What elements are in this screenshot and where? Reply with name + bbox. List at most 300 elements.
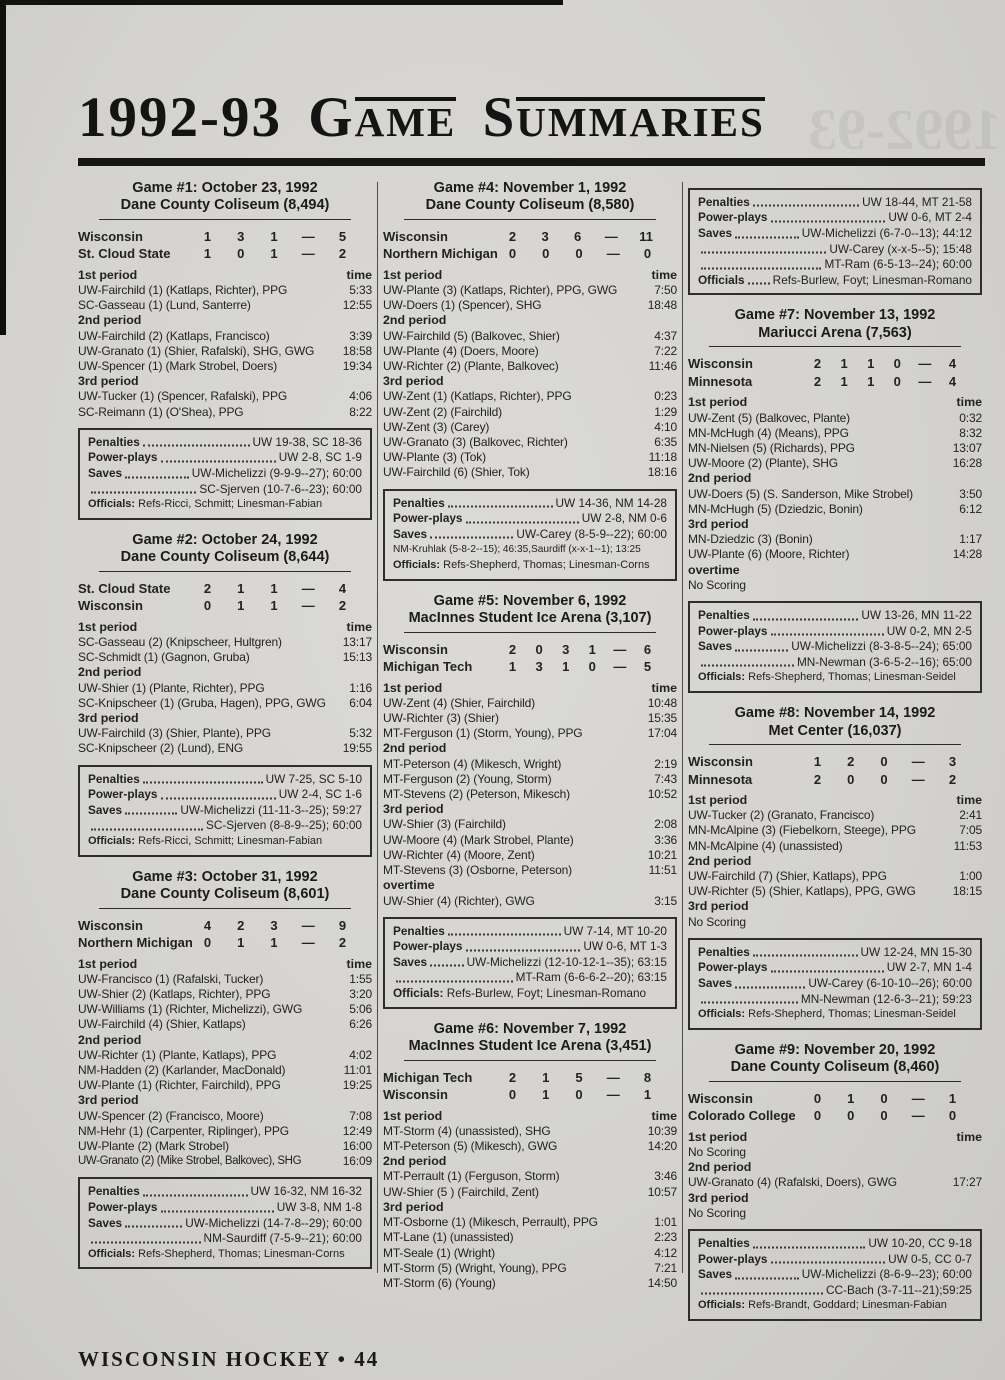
score-cell: 1	[588, 641, 596, 657]
goal-row	[383, 329, 677, 344]
period-name: 1st period	[78, 267, 138, 282]
period-name: 2nd period	[688, 1160, 752, 1175]
period-name: 2nd period	[78, 1032, 142, 1047]
goal-time: 16:28	[952, 456, 982, 471]
score-cell: 2	[508, 1069, 517, 1085]
goal-time: 1:01	[654, 1215, 677, 1230]
dotted-leader	[430, 537, 513, 539]
goal-desc: MN-McHugh (5) (Dziedzic, Bonin)	[688, 501, 863, 516]
time-column-label: time	[346, 619, 372, 634]
game-4	[383, 180, 677, 581]
team-name: Wisconsin	[383, 1087, 448, 1103]
goal-desc: MT-Perrault (1) (Ferguson, Storm)	[383, 1169, 560, 1184]
period-name: 3rd period	[383, 1199, 444, 1214]
game-header	[688, 307, 982, 347]
score-total: 4	[948, 356, 957, 372]
goal-row	[78, 405, 372, 420]
period-name: 3rd period	[383, 802, 444, 817]
goal-time: 15:35	[647, 711, 677, 726]
box-label: Power-plays	[698, 960, 768, 975]
dotted-leader	[735, 236, 799, 238]
linescore-cells	[812, 771, 958, 789]
box-row	[88, 435, 362, 451]
goal-time: 12:49	[342, 1123, 372, 1138]
goal-desc: MN-McHugh (4) (Means), PPG	[688, 425, 849, 440]
period-header	[688, 793, 982, 808]
score-cell: 2	[813, 373, 822, 389]
linescore-cells	[202, 580, 348, 598]
goal-row	[383, 435, 677, 450]
goal-desc: UW-Richter (4) (Moore, Zent)	[383, 847, 535, 862]
box-value: UW 0-5, CC 0-7	[888, 1251, 972, 1266]
box-row	[393, 542, 667, 558]
goal-time: 14:20	[647, 1139, 677, 1154]
team-name: St. Cloud State	[78, 580, 171, 596]
goal-row	[78, 741, 372, 756]
period-name: 1st period	[688, 395, 748, 410]
game-8	[688, 705, 982, 1030]
game-5	[383, 593, 677, 1009]
box-value: UW 0-6, MT 2-4	[888, 210, 972, 225]
box-value: UW 2-8, SC 1-9	[278, 450, 362, 465]
goal-desc: MT-Storm (5) (Wright, Young), PPG	[383, 1260, 567, 1275]
linescore-cells	[812, 373, 958, 391]
goal-row	[78, 359, 372, 374]
goal-desc: MT-Peterson (4) (Mikesch, Wright)	[383, 756, 562, 771]
team-name: Northern Michigan	[383, 246, 498, 262]
box-row	[698, 210, 972, 226]
team-name: Colorado College	[688, 1108, 796, 1124]
score-dash: —	[301, 917, 315, 933]
box-value: UW 16-32, NM 16-32	[250, 1184, 362, 1199]
box-label: Power-plays	[698, 623, 768, 638]
period-name: 1st period	[383, 680, 443, 695]
goal-time: 4:02	[349, 1047, 372, 1062]
score-cell: 2	[508, 228, 517, 244]
score-cell: 1	[508, 659, 517, 675]
goal-time: 11:53	[953, 838, 982, 853]
box-label: Saves	[88, 466, 123, 481]
linescore-row	[688, 1107, 982, 1125]
time-column-label: time	[651, 267, 677, 282]
goal-row	[383, 863, 677, 878]
box-row	[698, 960, 972, 976]
linescore-row	[78, 228, 372, 246]
box-row	[88, 772, 362, 788]
period-name: 2nd period	[383, 1154, 447, 1169]
team-name: Wisconsin	[688, 356, 753, 372]
score-dash: —	[911, 754, 925, 770]
linescore-row	[78, 597, 372, 615]
goal-row	[78, 635, 372, 650]
box-row	[698, 992, 972, 1008]
goal-desc: UW-Plante (3) (Tok)	[383, 450, 486, 465]
dotted-leader	[701, 1002, 798, 1004]
dotted-leader	[91, 1241, 201, 1243]
score-cell: 2	[237, 917, 245, 933]
scoring-list	[688, 395, 982, 593]
linescore	[383, 1069, 677, 1104]
dotted-leader	[125, 813, 177, 815]
goal-row	[383, 1246, 677, 1261]
goal-time: 14:28	[952, 547, 982, 562]
game-venue: Mariucci Arena (7,563)	[758, 324, 912, 341]
period-header	[78, 268, 372, 283]
goal-desc: UW-Granato (4) (Rafalski, Doers), GWG	[688, 1175, 897, 1190]
period-name: overtime	[383, 878, 435, 893]
goal-time: 3:36	[654, 832, 677, 847]
goal-desc: UW-Moore (2) (Plante), SHG	[688, 456, 838, 471]
goal-row	[383, 465, 677, 480]
goal-time: 16:00	[342, 1139, 372, 1154]
goal-row	[78, 681, 372, 696]
score-dash: —	[918, 373, 932, 389]
box-value: UW 13-26, MN 11-22	[861, 608, 972, 623]
period-name: 3rd period	[688, 1190, 749, 1205]
box-label: Power-plays	[88, 1200, 158, 1215]
score-total: 0	[643, 246, 652, 262]
goal-desc: SC-Schmidt (1) (Gagnon, Gruba)	[78, 650, 250, 665]
time-column-label: time	[346, 956, 372, 971]
team-name: Wisconsin	[688, 1090, 753, 1106]
linescore-row	[688, 753, 982, 771]
box-value: UW 10-20, CC 9-18	[868, 1236, 972, 1251]
score-cell: 1	[840, 356, 848, 372]
period-header	[383, 1200, 677, 1215]
score-cell: 1	[270, 228, 278, 244]
score-cell: 1	[270, 935, 278, 951]
box-label: Penalties	[698, 944, 750, 959]
goal-row	[78, 389, 372, 404]
score-dash: —	[606, 1087, 620, 1103]
goal-row	[78, 329, 372, 344]
goal-row	[383, 1230, 677, 1245]
game-venue: Dane County Coliseum (8,460)	[730, 1059, 940, 1076]
game-venue: MacInnes Student Ice Arena (3,107)	[408, 610, 652, 627]
period-name: 1st period	[383, 267, 443, 282]
box-row	[88, 1184, 362, 1200]
box-row	[698, 655, 972, 671]
title-summaries-rest: UMMARIES	[516, 97, 765, 142]
goal-time: 5:33	[349, 283, 372, 298]
game-title: Game #5: November 6, 1992	[433, 592, 627, 609]
goal-row	[688, 441, 982, 456]
goal-row	[688, 456, 982, 471]
score-cell: 2	[508, 641, 517, 657]
time-column-label: time	[956, 793, 982, 808]
goal-row	[383, 344, 677, 359]
goal-desc: UW-Tucker (1) (Spencer, Rafalski), PPG	[78, 389, 288, 404]
linescore-row	[383, 245, 677, 263]
score-cell: 3	[541, 228, 549, 244]
goal-time: 7:21	[654, 1260, 677, 1275]
team-name: Michigan Tech	[383, 1069, 473, 1085]
goal-time: 7:43	[654, 771, 677, 786]
score-cell: 0	[203, 598, 212, 614]
page-title	[78, 88, 985, 148]
goal-desc: MN-McAlpine (4) (unassisted)	[688, 838, 843, 853]
score-cell: 6	[574, 228, 582, 244]
linescore-row	[688, 373, 982, 391]
score-total: 9	[338, 917, 347, 933]
game-6-box	[688, 188, 982, 296]
goal-row	[688, 547, 982, 562]
game-title: Game #6: November 7, 1992	[433, 1020, 627, 1037]
dotted-leader	[753, 1246, 866, 1248]
box-row	[698, 1298, 972, 1314]
score-dash: —	[911, 1090, 925, 1106]
goal-time: 2:08	[654, 817, 677, 832]
goal-row	[383, 359, 677, 374]
box-label: Saves	[393, 526, 428, 541]
game-venue: Dane County Coliseum (8,644)	[120, 549, 330, 566]
score-dash: —	[606, 1069, 620, 1085]
goal-desc: No Scoring	[688, 1205, 746, 1220]
game-header	[383, 180, 677, 220]
game-9	[688, 1042, 982, 1321]
game-header	[383, 593, 677, 633]
box-value: UW 2-8, NM 0-6	[581, 511, 667, 526]
dotted-leader	[430, 965, 463, 967]
dotted-leader	[701, 252, 826, 254]
box-label: Officials:	[698, 1008, 746, 1021]
score-dash: —	[604, 228, 618, 244]
goal-row	[78, 1063, 372, 1078]
game-title: Game #4: November 1, 1992	[433, 179, 627, 196]
goal-time: 11:01	[343, 1063, 372, 1078]
goal-time: 19:25	[342, 1078, 372, 1093]
goal-row	[78, 344, 372, 359]
goal-row	[383, 1185, 677, 1200]
box-value: Refs-Shepherd, Thomas; Linesman-Seidel	[748, 1008, 956, 1021]
box-label: Officials:	[393, 559, 441, 572]
goal-desc: UW-Fairchild (5) (Balkovec, Shier)	[383, 328, 560, 343]
scoring-list	[688, 793, 982, 930]
goal-desc: SC-Reimann (1) (O'Shea), PPG	[78, 404, 244, 419]
box-row	[698, 273, 972, 289]
score-cell: 3	[270, 917, 278, 933]
game-header	[688, 1042, 982, 1082]
goal-row	[78, 650, 372, 665]
box-row	[698, 670, 972, 686]
period-header	[383, 268, 677, 283]
score-dash: —	[606, 246, 620, 262]
goal-time: 2:41	[959, 808, 982, 823]
goal-time: 18:58	[342, 343, 372, 358]
period-name: 2nd period	[688, 471, 752, 486]
score-total: 4	[338, 580, 347, 596]
goal-row	[383, 787, 677, 802]
box-label: Power-plays	[88, 787, 158, 802]
goal-desc: UW-Spencer (2) (Francisco, Moore)	[78, 1108, 264, 1123]
box-row	[698, 195, 972, 211]
score-cell: 1	[270, 598, 278, 614]
box-label: Penalties	[698, 194, 750, 209]
title-rule	[78, 158, 985, 166]
period-header	[78, 313, 372, 328]
goal-time: 7:05	[959, 823, 982, 838]
box-value: UW-Carey (6-10-10--26); 60:00	[808, 976, 972, 991]
box-value: UW 3-8, NM 1-8	[276, 1200, 362, 1215]
score-cell: 0	[880, 1090, 888, 1106]
goal-desc: MT-Stevens (3) (Osborne, Peterson)	[383, 863, 572, 878]
goal-row	[688, 487, 982, 502]
goal-row	[383, 894, 677, 909]
goal-time: 6:12	[959, 501, 982, 516]
period-name: 1st period	[383, 1108, 443, 1123]
goal-time: 4:10	[654, 419, 677, 434]
goal-time: 18:15	[952, 884, 982, 899]
period-name: 2nd period	[78, 313, 142, 328]
game-venue: Dane County Coliseum (8,494)	[120, 197, 330, 214]
box-row	[393, 955, 667, 971]
goal-row	[688, 1206, 982, 1221]
goal-row	[383, 833, 677, 848]
dotted-leader	[143, 1195, 248, 1197]
period-header	[383, 1109, 677, 1124]
linescore-row	[383, 1086, 677, 1104]
score-cell: 1	[867, 356, 875, 372]
score-cell: 1	[542, 1087, 550, 1103]
dotted-leader	[735, 649, 788, 651]
column-3	[688, 180, 982, 1333]
period-header	[688, 1130, 982, 1145]
goal-desc: UW-Zent (4) (Shier, Fairchild)	[383, 695, 535, 710]
box-row	[88, 803, 362, 819]
time-column-label: time	[346, 267, 372, 282]
goal-row	[78, 1109, 372, 1124]
goal-time: 3:15	[654, 893, 677, 908]
period-header	[688, 854, 982, 869]
goal-desc: MN-McAlpine (3) (Fiebelkorn, Steege), PPG	[688, 823, 916, 838]
goal-desc: UW-Richter (5) (Shier, Katlaps), PPG, GWG	[688, 884, 916, 899]
linescore-cells	[812, 1090, 958, 1108]
goal-time: 16:09	[342, 1154, 372, 1169]
goal-desc: MT-Ferguson (2) (Young, Storm)	[383, 771, 552, 786]
score-total: 5	[643, 659, 652, 675]
goal-desc: MN-Nielsen (5) (Richards), PPG	[688, 441, 855, 456]
goal-desc: UW-Shier (4) (Richter), GWG	[383, 893, 535, 908]
goal-time: 1:17	[959, 532, 982, 547]
period-name: 2nd period	[688, 853, 752, 868]
period-header	[78, 957, 372, 972]
dotted-leader	[161, 1210, 274, 1212]
goal-row	[383, 1215, 677, 1230]
linescore-cells	[507, 228, 653, 246]
dotted-leader	[125, 1226, 182, 1228]
goal-row	[688, 869, 982, 884]
summary-box	[688, 188, 982, 296]
goal-time: 0:23	[654, 389, 677, 404]
goal-desc: UW-Richter (3) (Shier)	[383, 711, 499, 726]
box-label: Officials:	[88, 1247, 136, 1260]
goal-time: 10:57	[647, 1184, 677, 1199]
goal-time: 1:55	[349, 971, 372, 986]
team-name: Wisconsin	[78, 917, 143, 933]
goal-desc: MT-Peterson (5) (Mikesch), GWG	[383, 1139, 558, 1154]
goal-desc: UW-Plante (2) (Mark Strobel)	[78, 1139, 229, 1154]
period-name: 2nd period	[78, 665, 142, 680]
box-value: UW-Michelizzi (9-9-9--27); 60:00	[191, 466, 362, 481]
goal-desc: UW-Tucker (2) (Granato, Francisco)	[688, 808, 875, 823]
score-cell: 0	[237, 246, 245, 262]
box-row	[88, 1247, 362, 1263]
score-dash: —	[918, 356, 932, 372]
goal-row	[78, 696, 372, 711]
linescore	[383, 228, 677, 263]
goal-desc: UW-Shier (1) (Plante, Richter), PPG	[78, 680, 265, 695]
period-header	[78, 1033, 372, 1048]
period-header	[688, 1160, 982, 1175]
game-title: Game #7: November 13, 1992	[734, 307, 936, 324]
dotted-leader	[466, 521, 579, 523]
linescore-row	[383, 641, 677, 659]
goal-desc: UW-Richter (2) (Plante, Balkovec)	[383, 359, 559, 374]
box-value: Refs-Ricci, Schmitt; Linesman-Fabian	[138, 835, 323, 848]
score-cell: 0	[847, 771, 855, 787]
box-value: Refs-Brandt, Goddard; Linesman-Fabian	[748, 1299, 947, 1312]
linescore-row	[78, 245, 372, 263]
game-header	[78, 532, 372, 572]
goal-row	[688, 1145, 982, 1160]
scan-artifact-top-edge	[0, 0, 563, 5]
box-label: Officials:	[88, 835, 136, 848]
box-value: SC-Sjerven (8-8-9--25); 60:00	[205, 818, 362, 833]
goal-time: 6:26	[349, 1017, 372, 1032]
goal-time: 19:34	[342, 359, 372, 374]
score-cell: 3	[535, 659, 543, 675]
period-header	[688, 563, 982, 578]
score-cell: 1	[237, 580, 245, 596]
box-value: CC-Bach (3-7-11--21);59:25	[826, 1282, 972, 1297]
summary-box	[383, 489, 677, 581]
goal-row	[383, 283, 677, 298]
goal-time: 3:20	[349, 987, 372, 1002]
box-label: Power-plays	[88, 450, 158, 465]
game-header	[78, 180, 372, 220]
goal-row	[78, 1124, 372, 1139]
score-cell: 0	[575, 1087, 583, 1103]
goal-desc: UW-Shier (3) (Fairchild)	[383, 817, 506, 832]
period-header	[688, 1191, 982, 1206]
box-row	[698, 226, 972, 242]
dotted-leader	[753, 205, 859, 207]
goal-desc: MT-Osborne (1) (Mikesch, Perrault), PPG	[383, 1215, 598, 1230]
box-value: Refs-Shepherd, Thomas; Linesman-Corns	[443, 559, 650, 572]
summary-box	[688, 1229, 982, 1321]
linescore-row	[688, 771, 982, 789]
goal-desc: UW-Spencer (1) (Mark Strobel, Doers)	[78, 359, 278, 374]
goal-row	[383, 817, 677, 832]
goal-time: 6:35	[654, 435, 677, 450]
goal-row	[383, 389, 677, 404]
game-venue: Met Center (16,037)	[768, 722, 902, 739]
goal-desc: UW-Moore (4) (Mark Strobel, Plante)	[383, 832, 574, 847]
box-row	[393, 558, 667, 574]
game-header	[688, 705, 982, 745]
goal-row	[78, 1139, 372, 1154]
linescore-cells	[202, 917, 348, 935]
goal-desc: UW-Zent (5) (Balkovec, Plante)	[688, 410, 850, 425]
goal-row	[78, 1048, 372, 1063]
box-label: Saves	[88, 802, 123, 817]
linescore-cells	[202, 228, 348, 246]
team-name: Wisconsin	[383, 228, 448, 244]
score-total: 2	[338, 935, 347, 951]
period-name: 2nd period	[383, 313, 447, 328]
score-cell: 1	[847, 1090, 855, 1106]
goal-desc: MT-Storm (6) (Young)	[383, 1275, 496, 1290]
